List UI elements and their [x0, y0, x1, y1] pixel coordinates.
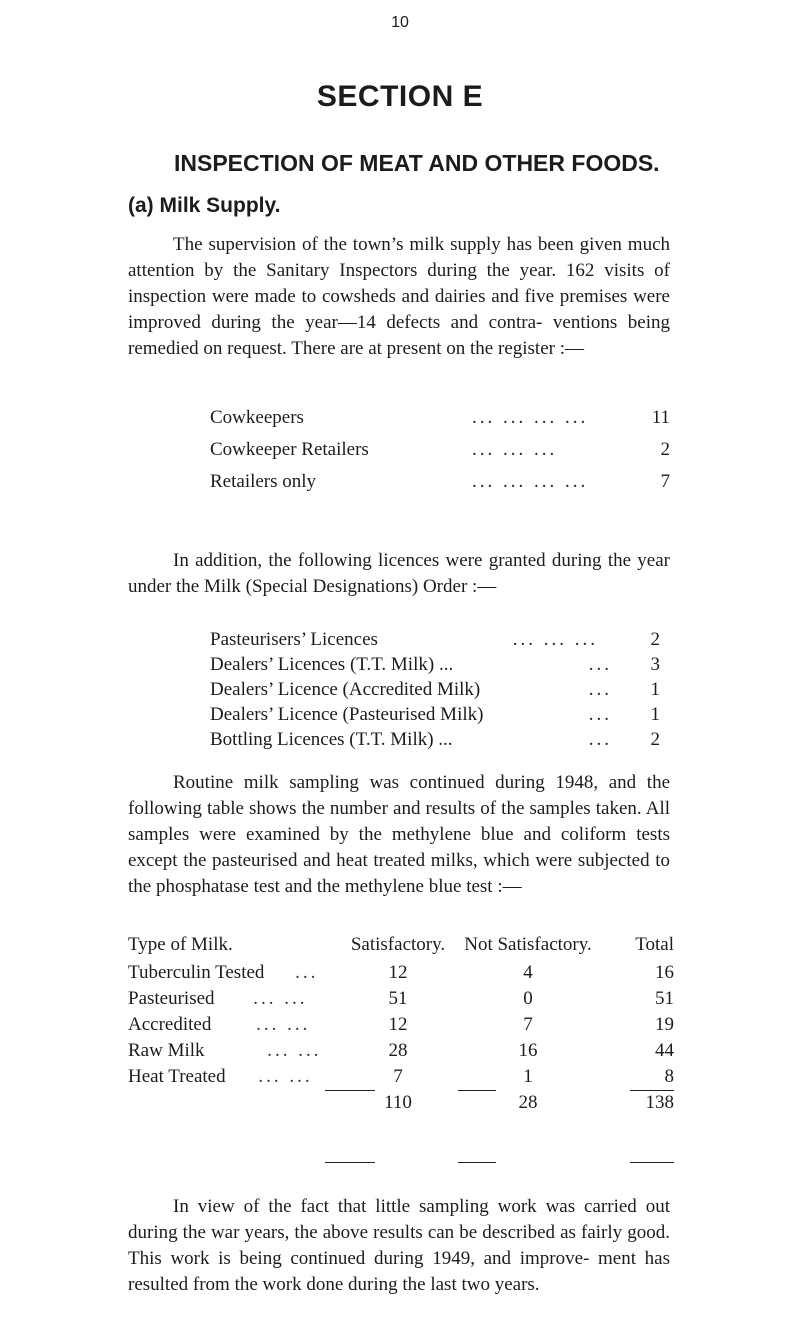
leader-dots: ... ... — [267, 1040, 322, 1061]
paragraph-milk-supervision: The supervision of the town’s milk supply has been given much attention by the Sanitary Inspectors during the year. 162 visits of inspection were made to cowsheds and dairies and five premises were improved during the year—14 defects and contra- ventions being remedied on request. There are at present on the register :— — [128, 234, 670, 359]
cell-not-satisfactory: 7 — [523, 1014, 533, 1035]
leader-dots: ... ... ... — [512, 629, 598, 650]
cell-not-satisfactory: 0 — [523, 988, 533, 1009]
cell-not-satisfactory: 16 — [518, 1040, 538, 1061]
licence-label: Dealers’ Licence (Pasteurised Milk) — [210, 704, 484, 725]
rule-below-total-not-satisfactory — [458, 1162, 496, 1163]
cell-satisfactory: 12 — [388, 1014, 408, 1035]
register-value: 2 — [660, 439, 670, 460]
register-label: Retailers only — [210, 471, 317, 492]
leader-dots: ... ... — [256, 1014, 311, 1035]
milk-type: Pasteurised — [128, 988, 215, 1009]
total-satisfactory: 110 — [384, 1092, 412, 1113]
cell-satisfactory: 28 — [388, 1040, 408, 1061]
licence-item — [210, 702, 660, 727]
cell-total: 44 — [655, 1040, 674, 1061]
header-total: Total — [635, 934, 674, 955]
licence-item — [210, 677, 660, 702]
table-row — [128, 1012, 674, 1038]
licence-label: Dealers’ Licence (Accredited Milk) — [210, 679, 481, 700]
licence-value: 1 — [650, 679, 660, 700]
leader-dots: ... — [588, 654, 612, 675]
milk-type: Raw Milk — [128, 1040, 205, 1061]
grand-total: 138 — [645, 1092, 674, 1113]
header-satisfactory: Satisfactory. — [350, 934, 446, 955]
total-not-satisfactory: 28 — [518, 1092, 538, 1113]
licence-value: 3 — [650, 654, 660, 675]
milk-type: Accredited — [128, 1014, 212, 1035]
page-number: 10 — [391, 14, 409, 31]
leader-dots: ... ... ... ... — [472, 471, 589, 492]
table-row — [128, 960, 674, 986]
register-item-cowkeepers — [210, 402, 670, 434]
paragraph-licences: In addition, the following licences were granted during the year under the Milk (Special Designations) Order :— — [128, 550, 670, 597]
table-row — [128, 1038, 674, 1064]
main-heading: INSPECTION OF MEAT AND OTHER FOODS. — [174, 150, 660, 176]
register-item-cowkeeper-retailers — [210, 434, 670, 466]
rule-above-total-satisfactory — [325, 1090, 375, 1091]
licences-list — [210, 627, 660, 752]
rule-below-total-satisfactory — [325, 1162, 375, 1163]
milk-type: Heat Treated — [128, 1066, 226, 1087]
register-label: Cowkeepers — [210, 407, 304, 428]
cell-satisfactory: 12 — [388, 962, 408, 983]
cell-total: 8 — [664, 1066, 674, 1087]
leader-dots: ... — [588, 679, 612, 700]
leader-dots: ... ... — [253, 988, 308, 1009]
leader-dots: ... ... ... — [472, 439, 558, 460]
licence-value: 2 — [650, 729, 660, 750]
cell-total: 51 — [655, 988, 674, 1009]
leader-dots: ... ... — [258, 1066, 313, 1087]
register-list — [210, 402, 670, 498]
table-row — [128, 1064, 674, 1090]
leader-dots: ... — [295, 962, 319, 983]
register-item-retailers-only — [210, 466, 670, 498]
licence-item — [210, 652, 660, 677]
licence-label: Dealers’ Licences (T.T. Milk) ... — [210, 654, 454, 675]
licence-value: 1 — [650, 704, 660, 725]
licence-label: Pasteurisers’ Licences — [210, 629, 378, 650]
cell-not-satisfactory: 4 — [523, 962, 533, 983]
licence-label: Bottling Licences (T.T. Milk) ... — [210, 729, 453, 750]
licence-item — [210, 727, 660, 752]
cell-total: 19 — [655, 1014, 674, 1035]
licence-item — [210, 627, 660, 652]
cell-satisfactory: 51 — [388, 988, 408, 1009]
milk-sampling-table — [128, 930, 674, 1116]
rule-below-grand-total — [630, 1162, 674, 1163]
licence-value: 2 — [650, 629, 660, 650]
register-label: Cowkeeper Retailers — [210, 439, 369, 460]
table-totals-row — [128, 1090, 674, 1116]
register-value: 11 — [651, 407, 670, 428]
header-type: Type of Milk. — [128, 934, 233, 955]
paragraph-sampling: Routine milk sampling was continued during 1948, and the following table shows the number and results of the samples taken. All samples were examined by the methylene blue and coliform tests except the pasteurised and heat treated milks, which were subjected to the phosphatase test and the methylene blue test :— — [128, 772, 670, 897]
cell-not-satisfactory: 1 — [523, 1066, 533, 1087]
header-not-satisfactory: Not Satisfactory. — [464, 934, 592, 955]
leader-dots: ... — [588, 704, 612, 725]
table-row — [128, 986, 674, 1012]
leader-dots: ... — [588, 729, 612, 750]
milk-type: Tuberculin Tested — [128, 962, 265, 983]
section-title: SECTION E — [316, 80, 484, 113]
table-header-row — [128, 930, 674, 960]
cell-total: 16 — [655, 962, 674, 983]
cell-satisfactory: 7 — [393, 1066, 403, 1087]
rule-above-total-not-satisfactory — [458, 1090, 496, 1091]
rule-above-grand-total — [630, 1090, 674, 1091]
leader-dots: ... ... ... ... — [472, 407, 589, 428]
register-value: 7 — [660, 471, 670, 492]
sub-heading: (a) Milk Supply. — [128, 194, 281, 217]
paragraph-conclusion: In view of the fact that little sampling work was carried out during the war years, the above results can be described as fairly good. This work is being continued during 1949, and improve- ment has resulted from the work done during the last two years. — [128, 1196, 670, 1295]
